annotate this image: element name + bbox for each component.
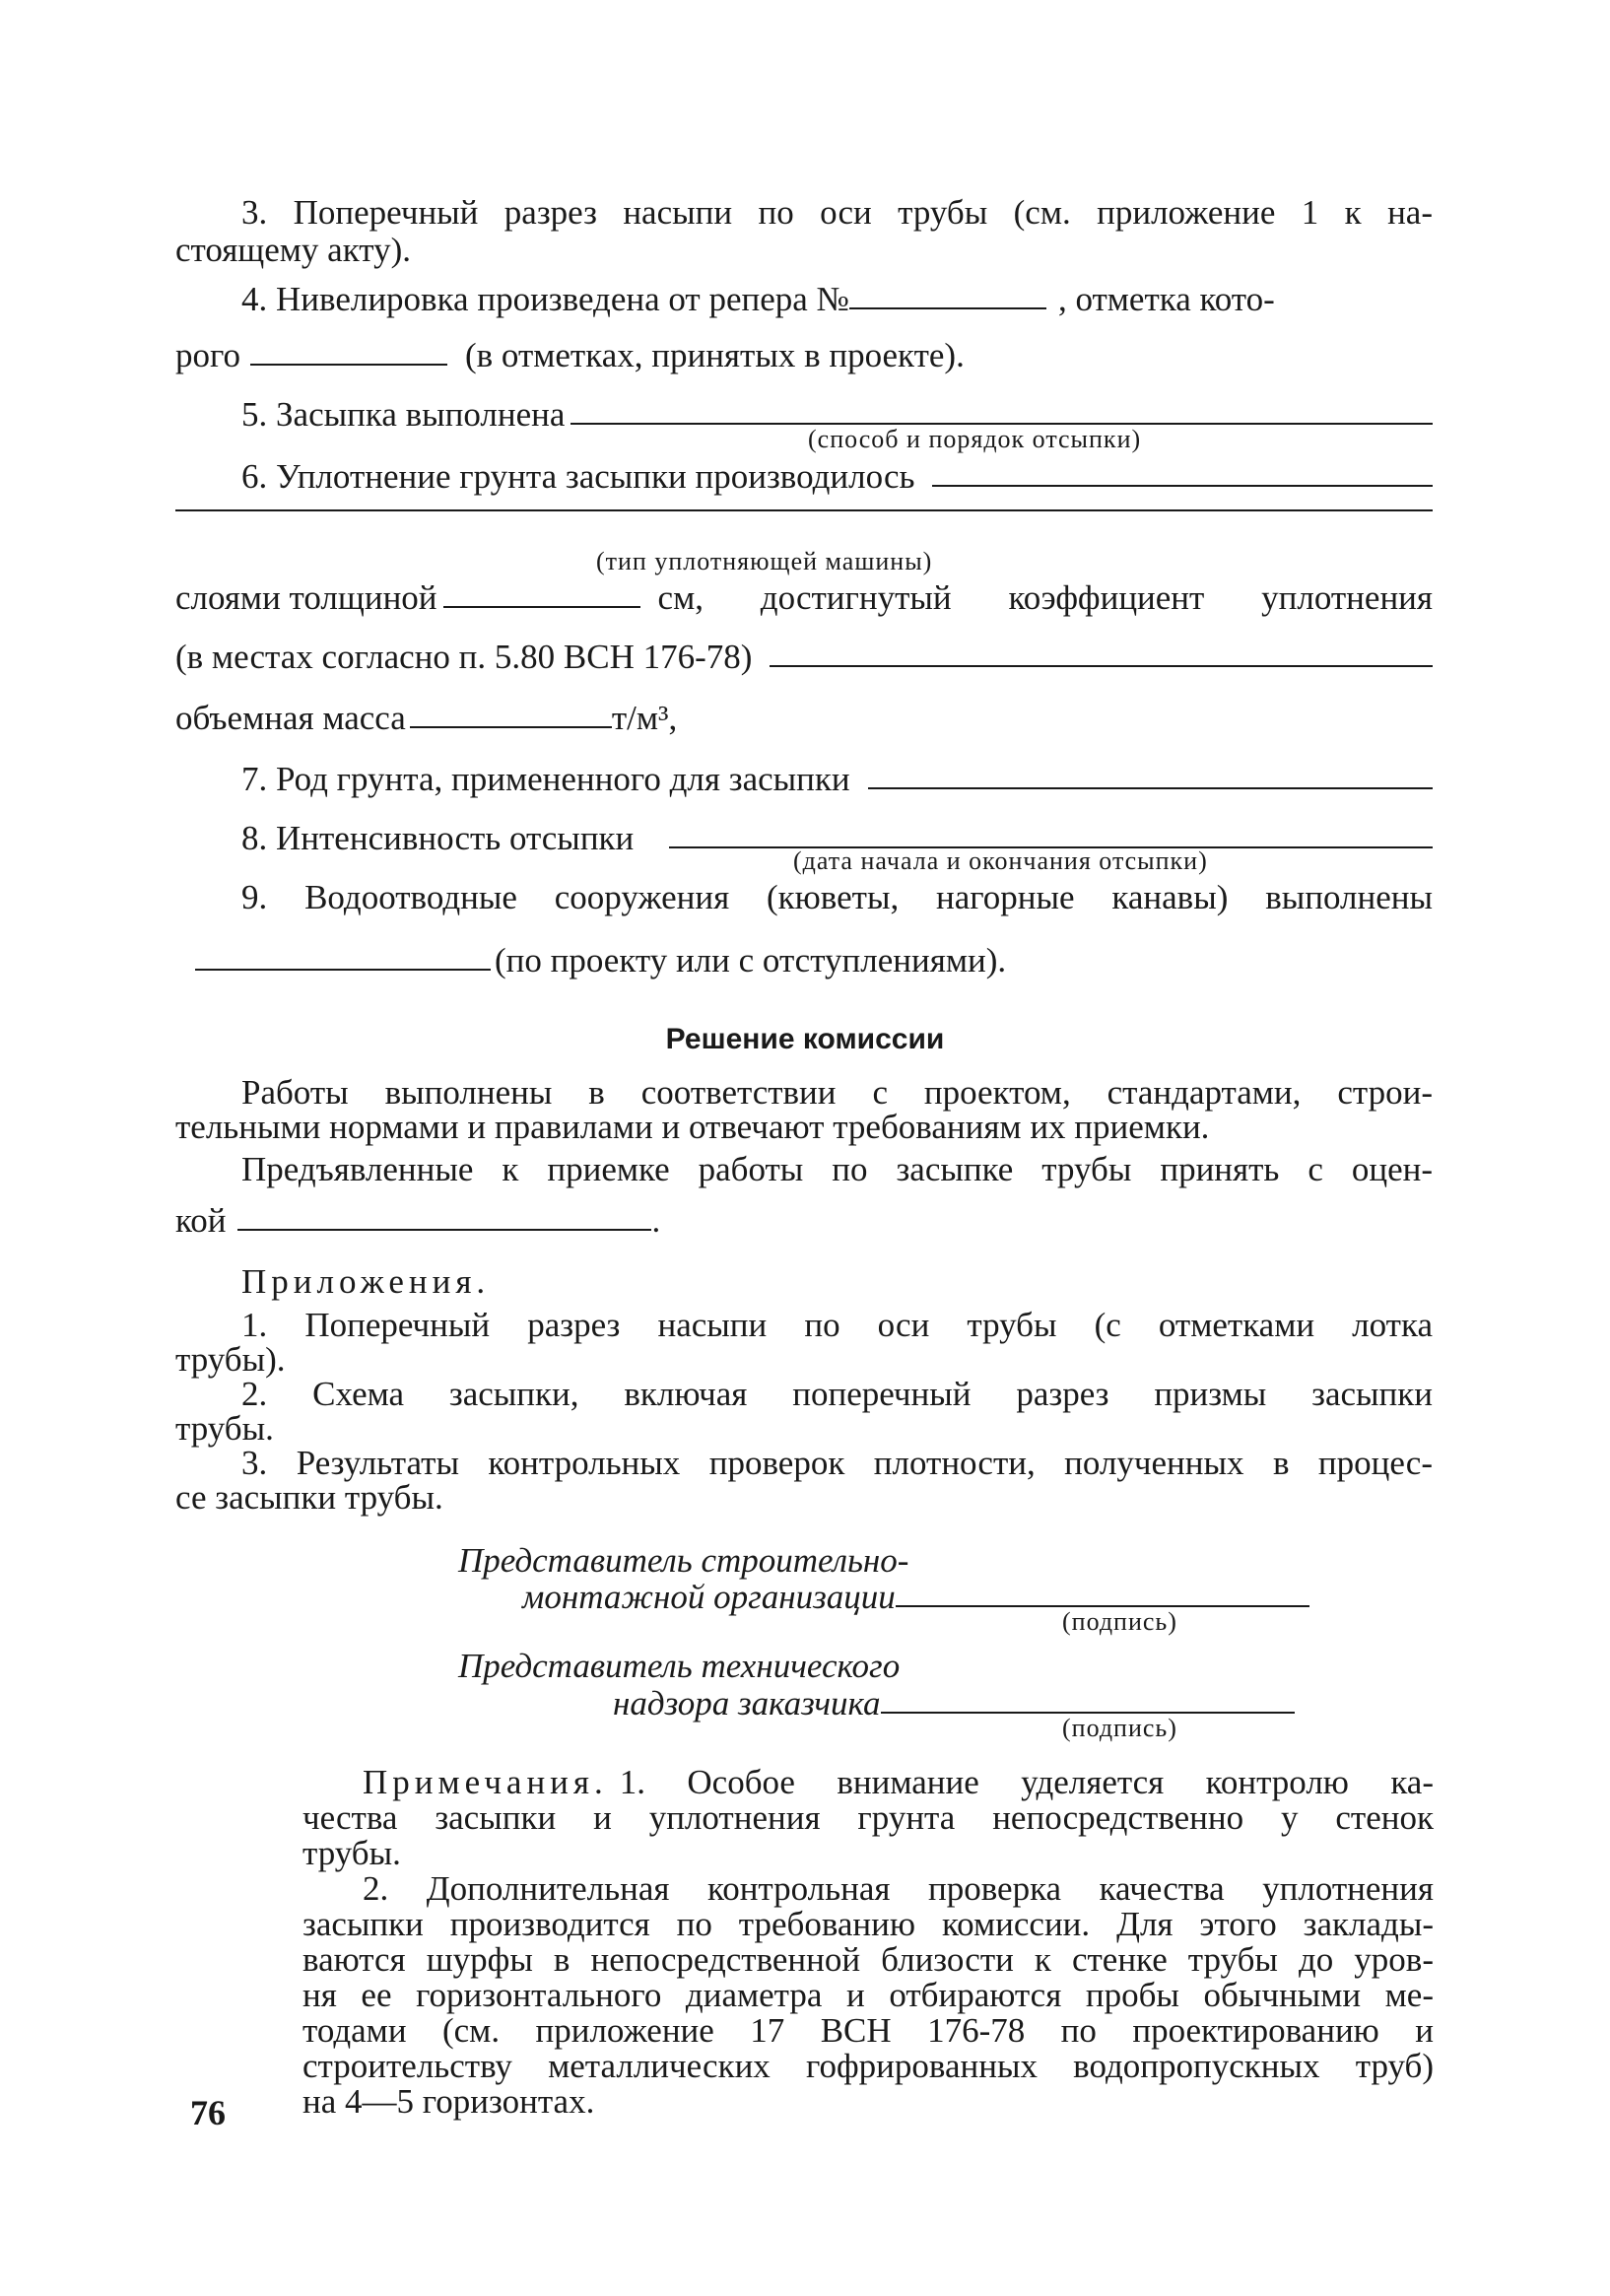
rep-1-line-2	[522, 1579, 1309, 1616]
item-3-line-2: стоящему акту).	[175, 231, 412, 269]
note-1-line-1	[363, 1764, 1434, 1801]
volume-mass-unit: т/м³,	[611, 699, 678, 737]
decision-para-2-line-1: Предъявленные к приемке работы по засыпке трубы принять с оцен-	[241, 1150, 1433, 1188]
item-4-line-2-start: рого	[175, 336, 240, 374]
note-2-line-2: засыпки производится по требованию комиссии. Для этого заклады-	[302, 1905, 1434, 1943]
compaction-machine-blank	[175, 509, 1433, 511]
item-3-line-1: 3. Поперечный разрез насыпи по оси трубы (см. приложение 1 к на-	[241, 193, 1433, 232]
note-2-line-5: тодами (см. приложение 17 ВСН 176-78 по проектированию и	[302, 2011, 1434, 2050]
compaction-coefficient-blank	[770, 665, 1433, 667]
decision-para-1-line-1: Работы выполнены в соответствии с проектом, стандартами, строи-	[241, 1073, 1433, 1112]
appendix-1-line-1: 1. Поперечный разрез насыпи по оси трубы (с отметками лотка	[241, 1306, 1433, 1344]
layer-thickness-blank	[443, 606, 640, 608]
note-1-line-3: трубы.	[302, 1834, 401, 1872]
item-6-full-line	[175, 509, 1433, 520]
item-4-line-2-end: (в отметках, принятых в проекте).	[464, 336, 965, 374]
item-6-layers-line	[175, 579, 1433, 617]
elevation-blank	[250, 364, 447, 366]
item-8-text: 8. Интенсивность отсыпки	[241, 819, 635, 857]
note-2-line-1: 2. Дополнительная контрольная проверка качества уплотнения	[363, 1869, 1434, 1908]
appendix-3-line-2: се засыпки трубы.	[175, 1478, 443, 1517]
item-4-line-1	[241, 281, 1433, 318]
benchmark-number-blank	[849, 307, 1046, 309]
appendix-2-line-2: трубы.	[175, 1409, 274, 1448]
note-1-line-2: чества засыпки и уплотнения грунта непосредственно у стенок	[302, 1798, 1434, 1837]
item-6-mass-line	[175, 700, 1433, 737]
item-4-text: 4. Нивелировка произведена от репера №	[241, 280, 849, 318]
item-4-line-2	[175, 337, 1433, 374]
item-6-caption: (тип уплотняющей машины)	[596, 547, 933, 575]
grade-blank	[237, 1229, 651, 1231]
rep-1-line-1: Представитель строительно-	[458, 1541, 909, 1580]
page-number: 76	[190, 2093, 226, 2132]
volume-mass-text: объемная масса	[175, 699, 406, 737]
note-2-line-4: ня ее горизонтального диаметра и отбираются пробы обычными ме-	[302, 1976, 1434, 2014]
item-6-line	[241, 458, 1433, 496]
item-9-line-2	[175, 942, 1433, 979]
note-1-text: 1. Особое внимание уделяется контролю ка-	[619, 1763, 1434, 1801]
note-2-line-7: на 4—5 горизонтах.	[302, 2082, 595, 2121]
volume-mass-blank	[410, 726, 612, 728]
layers-text: слоями толщиной	[175, 578, 437, 617]
drainage-blank	[195, 969, 491, 971]
rep-2-caption: (подпись)	[1062, 1714, 1177, 1742]
grade-text: кой	[175, 1201, 227, 1240]
appendix-1-line-2: трубы).	[175, 1340, 286, 1379]
item-4-text-end: , отметка кото-	[1057, 280, 1275, 318]
item-7-line	[241, 761, 1433, 798]
grade-end: .	[651, 1201, 661, 1240]
decision-para-1-line-2: тельными нормами и правилами и отвечают требованиям их приемки.	[175, 1108, 1210, 1146]
appendix-3-line-1: 3. Результаты контрольных проверок плотности, полученных в процес-	[241, 1444, 1433, 1482]
item-8-caption: (дата начала и окончания отсыпки)	[793, 846, 1208, 875]
decision-heading: Решение комиссии	[665, 1023, 945, 1055]
appendix-2-line-1: 2. Схема засыпки, включая поперечный разрез призмы засыпки	[241, 1375, 1433, 1413]
item-6-text: 6. Уплотнение грунта засыпки производилось	[241, 457, 915, 496]
item-9-line-1: 9. Водоотводные сооружения (кюветы, нагорные канавы) выполнены	[241, 878, 1433, 916]
item-5-text: 5. Засыпка выполнена	[241, 395, 566, 434]
note-2-line-6: строительству металлических гофрированных водопропускных труб)	[302, 2047, 1434, 2085]
item-9-line-2-text: (по проекту или с отступлениями).	[495, 941, 1007, 979]
decision-para-2-line-2	[175, 1202, 1433, 1240]
rep-2-org-text: надзора заказчика	[613, 1684, 881, 1722]
notes-label: Примечания.	[363, 1763, 608, 1801]
item-7-text: 7. Род грунта, примененного для засыпки	[241, 760, 850, 798]
item-5-caption: (способ и порядок отсыпки)	[808, 425, 1142, 453]
appendices-title: Приложения.	[241, 1262, 491, 1301]
layers-text-end: см, достигнутый коэффициент уплотнения	[657, 578, 1433, 617]
rep-2-line-1: Представитель технического	[458, 1647, 901, 1685]
compaction-blank	[932, 485, 1433, 487]
places-text: (в местах согласно п. 5.80 ВСН 176-78)	[175, 638, 753, 676]
note-2-line-3: ваются шурфы в непосредственной близости к стенке трубы до уров-	[302, 1940, 1434, 1979]
rep-2-line-2	[613, 1685, 1295, 1722]
soil-type-blank	[868, 787, 1433, 789]
rep-1-org-text: монтажной организации	[522, 1578, 896, 1616]
rep-1-caption: (подпись)	[1062, 1607, 1177, 1636]
item-6-places-line	[175, 639, 1433, 676]
